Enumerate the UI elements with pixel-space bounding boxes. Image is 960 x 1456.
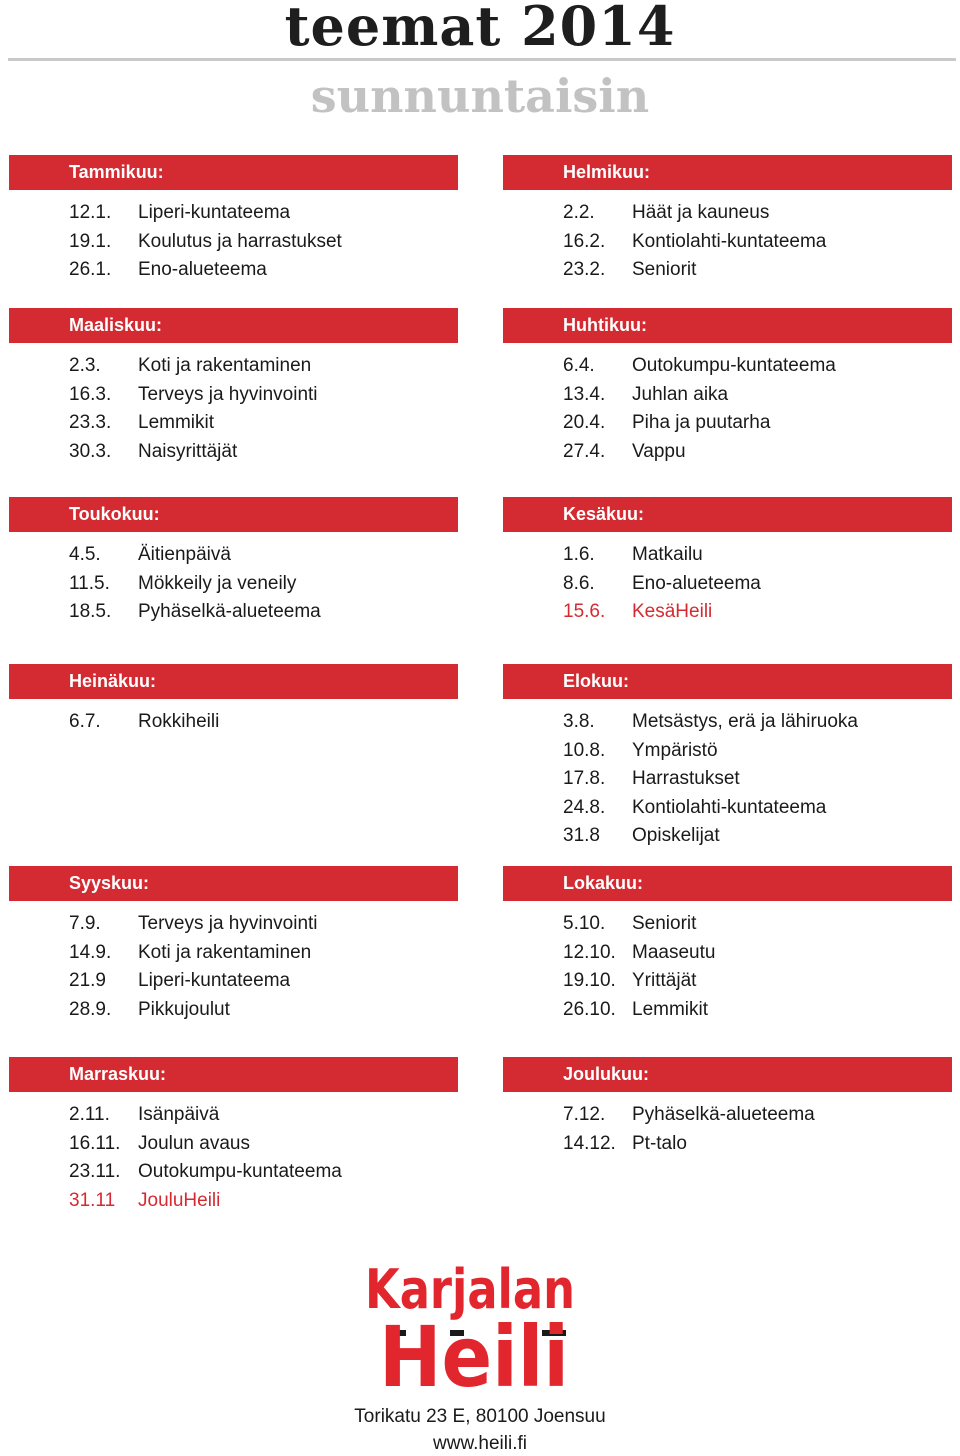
theme-date: 23.11. [69, 1161, 121, 1182]
theme-topic: Piha ja puutarha [632, 412, 771, 433]
theme-row [9, 570, 458, 599]
theme-date: 26.10. [563, 998, 616, 1020]
theme-row [503, 996, 952, 1025]
month-block [503, 664, 952, 851]
theme-date: 17.8. [563, 768, 606, 789]
theme-date: 2.2. [563, 202, 595, 223]
month-header: Joulukuu: [503, 1057, 952, 1092]
theme-topic: Pikkujoulut [138, 998, 230, 1020]
theme-row [9, 541, 458, 570]
karjalan-heili-logo [365, 1258, 582, 1406]
theme-topic: Outokumpu-kuntateema [138, 1161, 342, 1182]
theme-topic: Metsästys, erä ja lähiruoka [632, 711, 858, 732]
theme-topic: Kontiolahti-kuntateema [632, 230, 827, 252]
theme-topic: Koulutus ja harrastukset [138, 230, 342, 252]
theme-topic: Joulun avaus [138, 1132, 250, 1154]
month-header: Toukokuu: [9, 497, 458, 532]
theme-date: 19.10. [563, 970, 616, 991]
theme-date: 21.9 [69, 970, 106, 991]
theme-row [503, 438, 952, 467]
theme-topic: Yrittäjät [632, 970, 697, 991]
theme-topic: Eno-alueteema [138, 259, 267, 280]
theme-topic: Ympäristö [632, 739, 718, 761]
theme-topic: Seniorit [632, 913, 697, 934]
month-header: Huhtikuu: [503, 308, 952, 343]
theme-date: 3.8. [563, 711, 595, 732]
theme-date: 2.11. [69, 1104, 110, 1125]
theme-row [9, 409, 458, 438]
theme-row [503, 737, 952, 766]
month-block [9, 866, 458, 1024]
theme-list [9, 199, 458, 285]
month-block [9, 497, 458, 627]
theme-row [9, 910, 458, 939]
theme-date: 28.9. [69, 998, 112, 1020]
theme-row [9, 352, 458, 381]
month-header: Lokakuu: [503, 866, 952, 901]
theme-date: 2.3. [69, 355, 101, 376]
theme-topic: Maaseutu [632, 941, 716, 963]
theme-row [503, 256, 952, 285]
theme-row [9, 996, 458, 1025]
month-header: Helmikuu: [503, 155, 952, 190]
theme-date: 7.9. [69, 913, 101, 934]
theme-topic: Vappu [632, 440, 686, 462]
month-header: Maaliskuu: [9, 308, 458, 343]
theme-date: 24.8. [563, 796, 606, 818]
month-block [503, 1057, 952, 1158]
month-header: Syyskuu: [9, 866, 458, 901]
month-header: Tammikuu: [9, 155, 458, 190]
theme-topic: Liperi-kuntateema [138, 202, 291, 223]
theme-row [503, 794, 952, 823]
theme-row [503, 1130, 952, 1159]
theme-topic: Lemmikit [632, 998, 709, 1020]
month-block [503, 866, 952, 1024]
theme-date: 19.1. [69, 230, 112, 252]
theme-date: 16.2. [563, 230, 606, 252]
theme-date: 30.3. [69, 440, 112, 462]
theme-row [503, 570, 952, 599]
theme-row [9, 438, 458, 467]
month-header: Heinäkuu: [9, 664, 458, 699]
theme-row [9, 199, 458, 228]
theme-date: 15.6. [563, 601, 606, 622]
theme-row [503, 967, 952, 996]
theme-date: 5.10. [563, 913, 606, 934]
svg-text:Karjalan: Karjalan [365, 1258, 575, 1321]
theme-date: 12.1. [69, 202, 112, 223]
theme-date: 31.11 [69, 1189, 116, 1211]
month-header: Kesäkuu: [503, 497, 952, 532]
theme-topic: Häät ja kauneus [632, 202, 770, 223]
theme-date: 27.4. [563, 440, 606, 462]
theme-row [503, 708, 952, 737]
theme-row [503, 541, 952, 570]
theme-row [9, 1101, 458, 1130]
month-block [503, 155, 952, 285]
theme-topic: Isänpäivä [138, 1104, 220, 1125]
page-subtitle: sunnuntaisin [310, 69, 650, 123]
theme-date: 13.4. [563, 383, 606, 405]
theme-topic: Outokumpu-kuntateema [632, 355, 836, 376]
address: Torikatu 23 E, 80100 Joensuu [354, 1406, 606, 1427]
theme-topic: Koti ja rakentaminen [138, 355, 312, 376]
theme-topic: KesäHeili [632, 601, 713, 622]
month-block [9, 1057, 458, 1215]
theme-date: 14.9. [69, 941, 112, 963]
theme-row [9, 708, 458, 737]
theme-date: 20.4. [563, 412, 606, 433]
month-block [503, 308, 952, 466]
theme-list [503, 1101, 952, 1158]
theme-topic: Pyhäselkä-alueteema [632, 1104, 815, 1125]
theme-row [9, 939, 458, 968]
month-header: Elokuu: [503, 664, 952, 699]
theme-list [503, 910, 952, 1024]
theme-row [503, 765, 952, 794]
theme-date: 14.12. [563, 1132, 616, 1154]
theme-row [9, 1158, 458, 1187]
theme-row [9, 256, 458, 285]
theme-date: 8.6. [563, 572, 595, 594]
theme-topic: Pt-talo [632, 1132, 687, 1154]
theme-row [503, 939, 952, 968]
theme-list [9, 352, 458, 466]
theme-row [9, 598, 458, 627]
theme-list [9, 541, 458, 627]
theme-row [9, 967, 458, 996]
theme-row [9, 381, 458, 410]
theme-topic: Matkailu [632, 544, 703, 565]
theme-list [9, 910, 458, 1024]
theme-row [503, 199, 952, 228]
theme-topic: Seniorit [632, 259, 697, 280]
theme-row [9, 1130, 458, 1159]
month-block [9, 308, 458, 466]
theme-date: 12.10. [563, 941, 616, 963]
theme-date: 23.3. [69, 412, 112, 433]
theme-date: 16.11. [69, 1132, 121, 1154]
theme-list [503, 352, 952, 466]
theme-topic: Naisyrittäjät [138, 440, 238, 462]
theme-topic: Juhlan aika [632, 383, 729, 405]
theme-list [503, 199, 952, 285]
theme-row [503, 381, 952, 410]
theme-topic: Harrastukset [632, 768, 740, 789]
theme-row [503, 1101, 952, 1130]
theme-date: 11.5. [69, 572, 110, 594]
theme-topic: Eno-alueteema [632, 572, 761, 594]
theme-date: 26.1. [69, 259, 112, 280]
theme-row [9, 1187, 458, 1216]
theme-row [503, 822, 952, 851]
theme-topic: Äitienpäivä [138, 544, 231, 565]
theme-list [9, 708, 458, 737]
theme-row [503, 352, 952, 381]
website: www.heili.fi [433, 1433, 527, 1454]
theme-topic: Mökkeily ja veneily [138, 572, 297, 594]
theme-date: 1.6. [563, 544, 595, 565]
month-block [9, 155, 458, 285]
theme-topic: Terveys ja hyvinvointi [138, 383, 318, 405]
theme-topic: Rokkiheili [138, 711, 220, 732]
theme-date: 4.5. [69, 544, 101, 565]
theme-list [503, 708, 952, 851]
month-block [503, 497, 952, 627]
theme-date: 18.5. [69, 601, 112, 622]
theme-date: 16.3. [69, 383, 112, 405]
theme-list [9, 1101, 458, 1215]
theme-row [503, 598, 952, 627]
theme-topic: Opiskelijat [632, 825, 720, 846]
theme-topic: JouluHeili [138, 1189, 221, 1211]
theme-topic: Kontiolahti-kuntateema [632, 796, 827, 818]
theme-topic: Liperi-kuntateema [138, 970, 291, 991]
theme-date: 23.2. [563, 259, 606, 280]
theme-topic: Koti ja rakentaminen [138, 941, 312, 963]
svg-text:Heili: Heili [379, 1308, 569, 1406]
theme-date: 31.8 [563, 825, 600, 846]
theme-topic: Pyhäselkä-alueteema [138, 601, 321, 622]
title-divider [8, 58, 956, 61]
theme-row [503, 228, 952, 257]
theme-row [503, 910, 952, 939]
theme-date: 6.4. [563, 355, 595, 376]
month-block [9, 664, 458, 737]
theme-topic: Lemmikit [138, 412, 215, 433]
theme-list [503, 541, 952, 627]
theme-date: 7.12. [563, 1104, 606, 1125]
theme-date: 10.8. [563, 739, 606, 761]
theme-row [503, 409, 952, 438]
theme-row [9, 228, 458, 257]
month-header: Marraskuu: [9, 1057, 458, 1092]
theme-date: 6.7. [69, 711, 101, 732]
page-title: teemat 2014 [284, 0, 676, 58]
theme-topic: Terveys ja hyvinvointi [138, 913, 318, 934]
